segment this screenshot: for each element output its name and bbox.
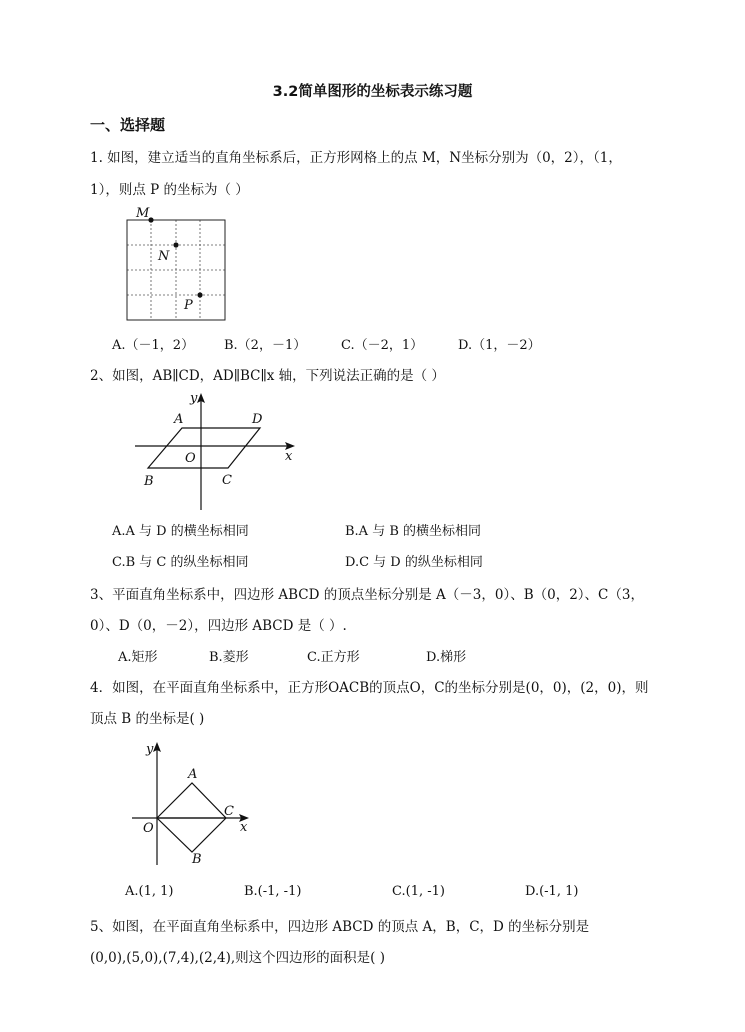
q4-text-line2: 顶点 B 的坐标是( )	[90, 711, 205, 727]
label-c: C	[222, 473, 232, 488]
q4-option-b[interactable]: B.(-1, -1)	[244, 884, 302, 899]
q1-grid-figure	[120, 200, 230, 325]
q3-text-line2: 0）、D（0，－2），四边形 ABCD 是（ ）.	[90, 618, 347, 634]
label-b: B	[144, 474, 154, 489]
label-x: x	[240, 820, 248, 835]
label-b: B	[192, 852, 202, 867]
q3-option-d[interactable]: D.梯形	[426, 650, 467, 665]
q3-option-c[interactable]: C.正方形	[307, 650, 360, 665]
q2-option-d[interactable]: D.C 与 D 的纵坐标相同	[345, 555, 483, 570]
q4-square-figure	[130, 735, 260, 870]
label-a: A	[188, 767, 198, 782]
label-a: A	[174, 412, 184, 427]
q3-option-a[interactable]: A.矩形	[118, 650, 158, 665]
q3-text-line1: 3、平面直角坐标系中，四边形 ABCD 的顶点坐标分别是 A（－3，0）、B（0，2）、C（3，	[90, 587, 644, 603]
q2-parallelogram	[148, 428, 260, 468]
q1-grid	[127, 220, 225, 320]
section-heading: 一、选择题	[90, 116, 166, 134]
q4-option-a[interactable]: A.(1, 1)	[125, 884, 174, 899]
label-y: y	[146, 742, 154, 757]
q2-option-c[interactable]: C.B 与 C 的纵坐标相同	[112, 555, 249, 570]
label-n: N	[158, 249, 170, 264]
q2-parallelogram-figure	[130, 390, 300, 515]
point-p	[197, 292, 202, 297]
q2-option-b[interactable]: B.A 与 B 的横坐标相同	[345, 524, 482, 539]
label-x: x	[285, 449, 293, 464]
label-c: C	[224, 804, 234, 819]
page-title: 3.2简单图形的坐标表示练习题	[272, 84, 473, 100]
q4-text-line1: 4．如图，在平面直角坐标系中，正方形OACB的顶点O，C的坐标分别是(0，0)，(2，0)，则	[90, 680, 649, 696]
q3-option-b[interactable]: B.菱形	[209, 650, 249, 665]
q1-option-b[interactable]: B.（2，－1）	[224, 338, 307, 353]
point-n	[173, 242, 178, 247]
q2-option-a[interactable]: A.A 与 D 的横坐标相同	[112, 524, 249, 539]
label-m: M	[136, 206, 150, 221]
label-o: O	[185, 451, 196, 466]
label-y: y	[190, 391, 198, 406]
q1-text-line1: 1. 如图，建立适当的直角坐标系后，正方形网格上的点 M，N坐标分别为（0，2），（1，	[90, 150, 622, 166]
q4-option-c[interactable]: C.(1, -1)	[392, 884, 445, 899]
q4-option-d[interactable]: D.(-1, 1)	[525, 884, 579, 899]
q5-text-line1: 5、如图，在平面直角坐标系中，四边形 ABCD 的顶点 A，B，C，D 的坐标分别是	[90, 919, 590, 935]
label-o: O	[143, 821, 154, 836]
q2-text: 2、如图，AB∥CD，AD∥BC∥x 轴，下列说法正确的是（ ）	[90, 368, 445, 384]
q1-option-a[interactable]: A.（－1，2）	[112, 338, 195, 353]
label-d: D	[252, 412, 263, 427]
q1-text-line2: 1），则点 P 的坐标为（ ）	[90, 182, 249, 198]
label-p: P	[184, 298, 193, 313]
q1-option-d[interactable]: D.（1，－2）	[458, 338, 541, 353]
q1-option-c[interactable]: C.（－2，1）	[341, 338, 424, 353]
q5-text-line2: (0,0),(5,0),(7,4),(2,4),则这个四边形的面积是( )	[90, 950, 386, 966]
